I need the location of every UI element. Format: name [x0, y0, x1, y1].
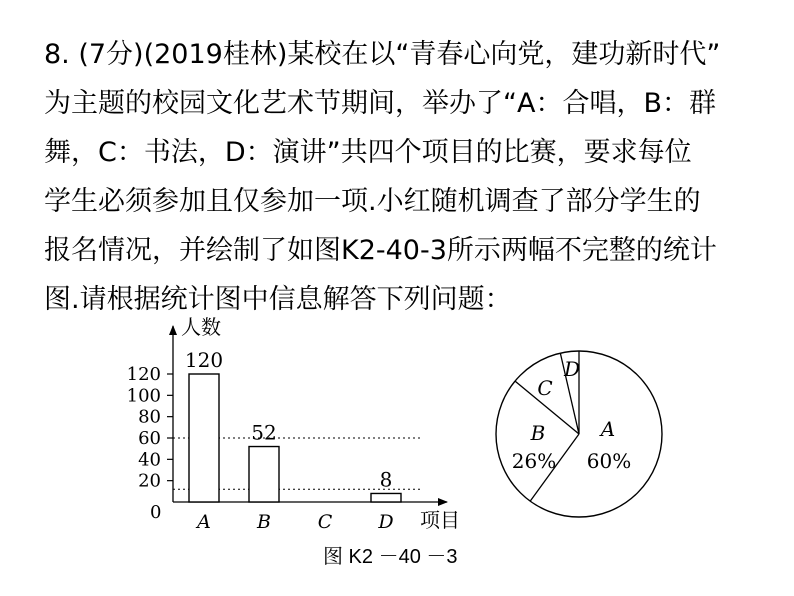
question-line: 报名情况，并绘制了如图K2-40-3所示两幅不完整的统计: [44, 235, 717, 266]
bar-chart-ylabel: 人数: [181, 315, 221, 339]
question-line: 为主题的校园文化艺术节期间，举办了“A：合唱，B：群: [44, 88, 716, 119]
y-tick-label: 120: [126, 364, 161, 385]
figure-caption: 图 K2 －40 －3: [323, 546, 458, 568]
question-line: 舞，C：书法，D：演讲”共四个项目的比赛，要求每位: [44, 137, 692, 168]
x-tick-label: C: [317, 511, 333, 533]
question-line: 8. (7分)(2019桂林)某校在以“青春心向党，建功新时代”: [44, 39, 721, 70]
y-tick-label: 60: [138, 428, 161, 449]
bar-A: [189, 374, 219, 502]
pie-slice-label-C: C: [537, 376, 553, 400]
bar-data-label: 52: [251, 420, 277, 445]
question-line: 图.请根据统计图中信息解答下列问题：: [44, 284, 512, 315]
bar-chart-origin-label: 0: [150, 502, 162, 523]
pie-slice-percent-B: 26%: [511, 449, 557, 473]
y-tick-label: 100: [126, 385, 161, 407]
question-line: 学生必须参加且仅参加一项.小红随机调查了部分学生的: [44, 186, 701, 217]
bar-chart-xlabel: 项目: [420, 508, 460, 532]
pie-slice-percent-A: 60%: [586, 449, 632, 473]
pie-slice-label-B: B: [530, 421, 546, 445]
x-tick-label: A: [197, 511, 211, 533]
x-tick-label: D: [378, 511, 394, 533]
bar-D: [371, 493, 401, 502]
bar-data-label: 120: [184, 348, 224, 372]
y-tick-label: 80: [138, 406, 161, 428]
y-tick-label: 40: [138, 449, 161, 471]
y-tick-label: 20: [138, 470, 161, 492]
pie-slice-label-D: D: [563, 357, 581, 381]
bar-B: [249, 447, 279, 502]
pie-slice-label-A: A: [600, 417, 616, 441]
bar-data-label: 8: [379, 467, 393, 492]
x-tick-label: B: [257, 511, 271, 533]
